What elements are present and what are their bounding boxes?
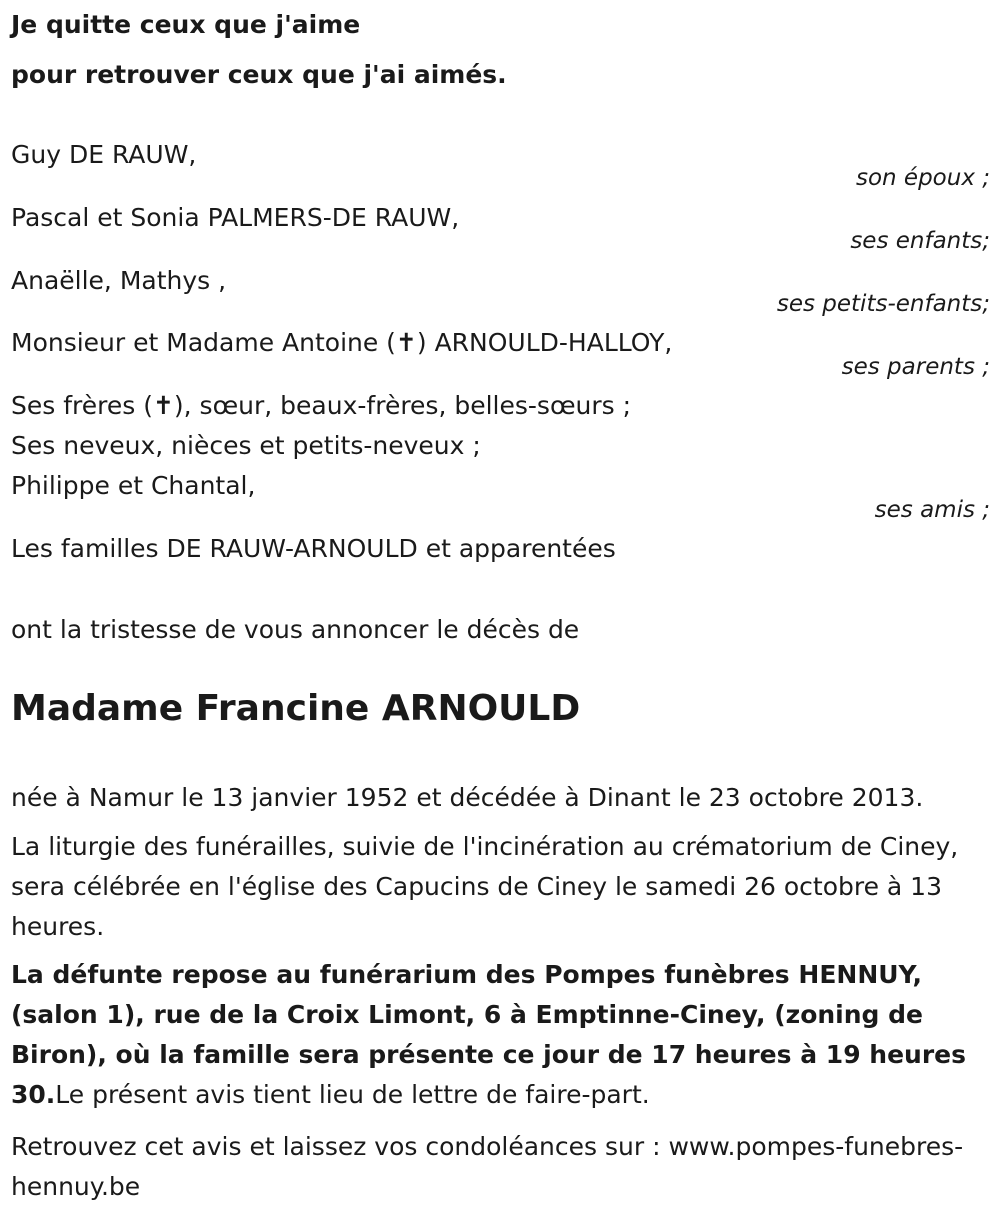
nephews-line: Ses neveux, nièces et petits-neveux ; [11,431,481,460]
family-member-children: Pascal et Sonia PALMERS-DE RAUW, [11,203,460,232]
families-line: Les familles DE RAUW-ARNOULD et apparentées [11,534,616,563]
repose-bold-text: La défunte repose au funérarium des Pompes funèbres HENNUY, (salon 1), rue de la Croix Limont, 6 à Emptinne-Ciney, (zoning de Biron), où la famille sera présente ce jour de 17 heures à 19 heures 30. [11,960,967,1109]
liturgy-paragraph: La liturgie des funérailles, suivie de l'incinération au crématorium de Ciney, sera célébrée en l'église des Capucins de Ciney le samedi 26 octobre à 13 heures. [11,832,959,941]
epigraph-line-2: pour retrouver ceux que j'ai aimés. [11,60,507,89]
relation-children: ses enfants; [850,228,990,254]
birth-death-line: née à Namur le 13 janvier 1952 et décédée à Dinant le 23 octobre 2013. [11,783,924,812]
announcement-line: ont la tristesse de vous annoncer le décès de [11,615,580,644]
friends-name: Philippe et Chantal, [11,471,256,500]
family-member-spouse: Guy DE RAUW, [11,140,197,169]
siblings-line: Ses frères (✝), sœur, beaux-frères, belles-sœurs ; [11,391,632,420]
relation-spouse: son époux ; [855,165,990,191]
repose-tail-text: Le présent avis tient lieu de lettre de faire-part. [55,1080,650,1109]
family-member-parents: Monsieur et Madame Antoine (✝) ARNOULD-HALLOY, [11,328,673,357]
family-member-grandchildren: Anaëlle, Mathys , [11,266,227,295]
deceased-name: Madame Francine ARNOULD [11,688,581,729]
relation-friends: ses amis ; [874,497,990,523]
relation-grandchildren: ses petits-enfants; [776,291,990,317]
relation-parents: ses parents ; [841,354,990,380]
condolences-paragraph: Retrouvez cet avis et laissez vos condoléances sur : www.pompes-funebres-hennuy.be [11,1132,964,1201]
epigraph-line-1: Je quitte ceux que j'aime [11,10,361,39]
repose-paragraph [11,955,991,1115]
